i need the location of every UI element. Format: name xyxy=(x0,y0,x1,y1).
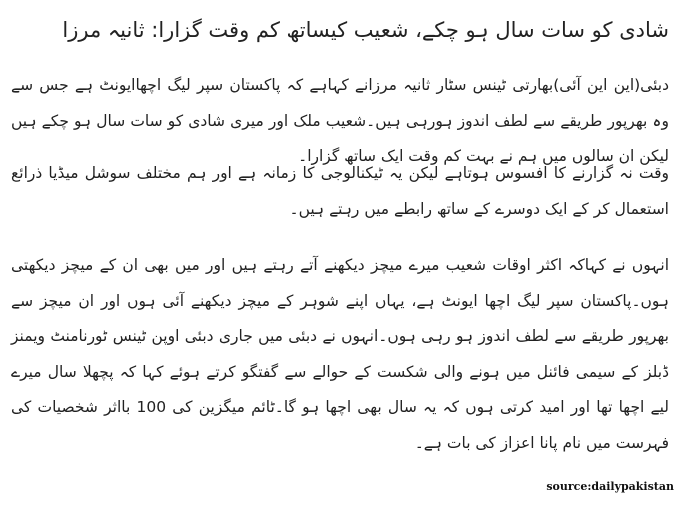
source-credit: source:dailypakistan xyxy=(546,480,674,493)
article-paragraph-2: وقت نہ گزارنے کا افسوس ہوتاہے لیکن یہ ٹیکنالوجی کا زمانہ ہے اور ہم مختلف سوشل میڈیا ذرائع استعمال کر کے ایک دوسرے کے ساتھ رابطے میں رہتے ہیں۔ xyxy=(11,164,669,218)
article-paragraph-1: دبئی(این این آئی)بھارتی ٹینس سٹار ثانیہ مرزانے کہاہے کہ پاکستان سپر لیگ اچھاایونٹ ہے جس سے وہ بھرپور طریقے سے لطف اندوز ہورہی ہیں۔شعیب ملک اور میری شادی کو سات سال ہو چکے ہیں لیکن ان سالوں میں ہم نے بہت کم وقت ایک ساتھ گزارا۔ xyxy=(11,76,669,165)
article-headline: شادی کو سات سال ہو چکے، شعیب کیساتھ کم وقت گزارا: ثانیہ مرزا xyxy=(62,18,669,42)
article-paragraph-3: انہوں نے کہاکہ اکثر اوقات شعیب میرے میچز دیکھنے آتے رہتے ہیں اور میں بھی ان کے میچز دیکھتی ہوں۔پاکستان سپر لیگ اچھا ایونٹ ہے، یہاں اپنے شوہر کے میچز دیکھنے آئی ہوں اور ان میچز سے بھرپور طریقے سے لطف اندوز ہو رہی ہوں۔انہوں نے دبئی میں جاری دبئی اوپن ٹینس ٹورنامنٹ ویمنز ڈبلز کے سیمی فائنل میں ہونے والی شکست کے حوالے سے گفتگو کرتے ہوئے کہا کہ پچھلا سال میرے لیے اچھا تھا اور امید کرتی ہوں کہ یہ سال بھی اچھا ہو گا۔ٹائم میگزین کی 100 بااثر شخصیات کی فہرست میں نام پانا اعزاز کی بات ہے۔ xyxy=(11,256,669,452)
